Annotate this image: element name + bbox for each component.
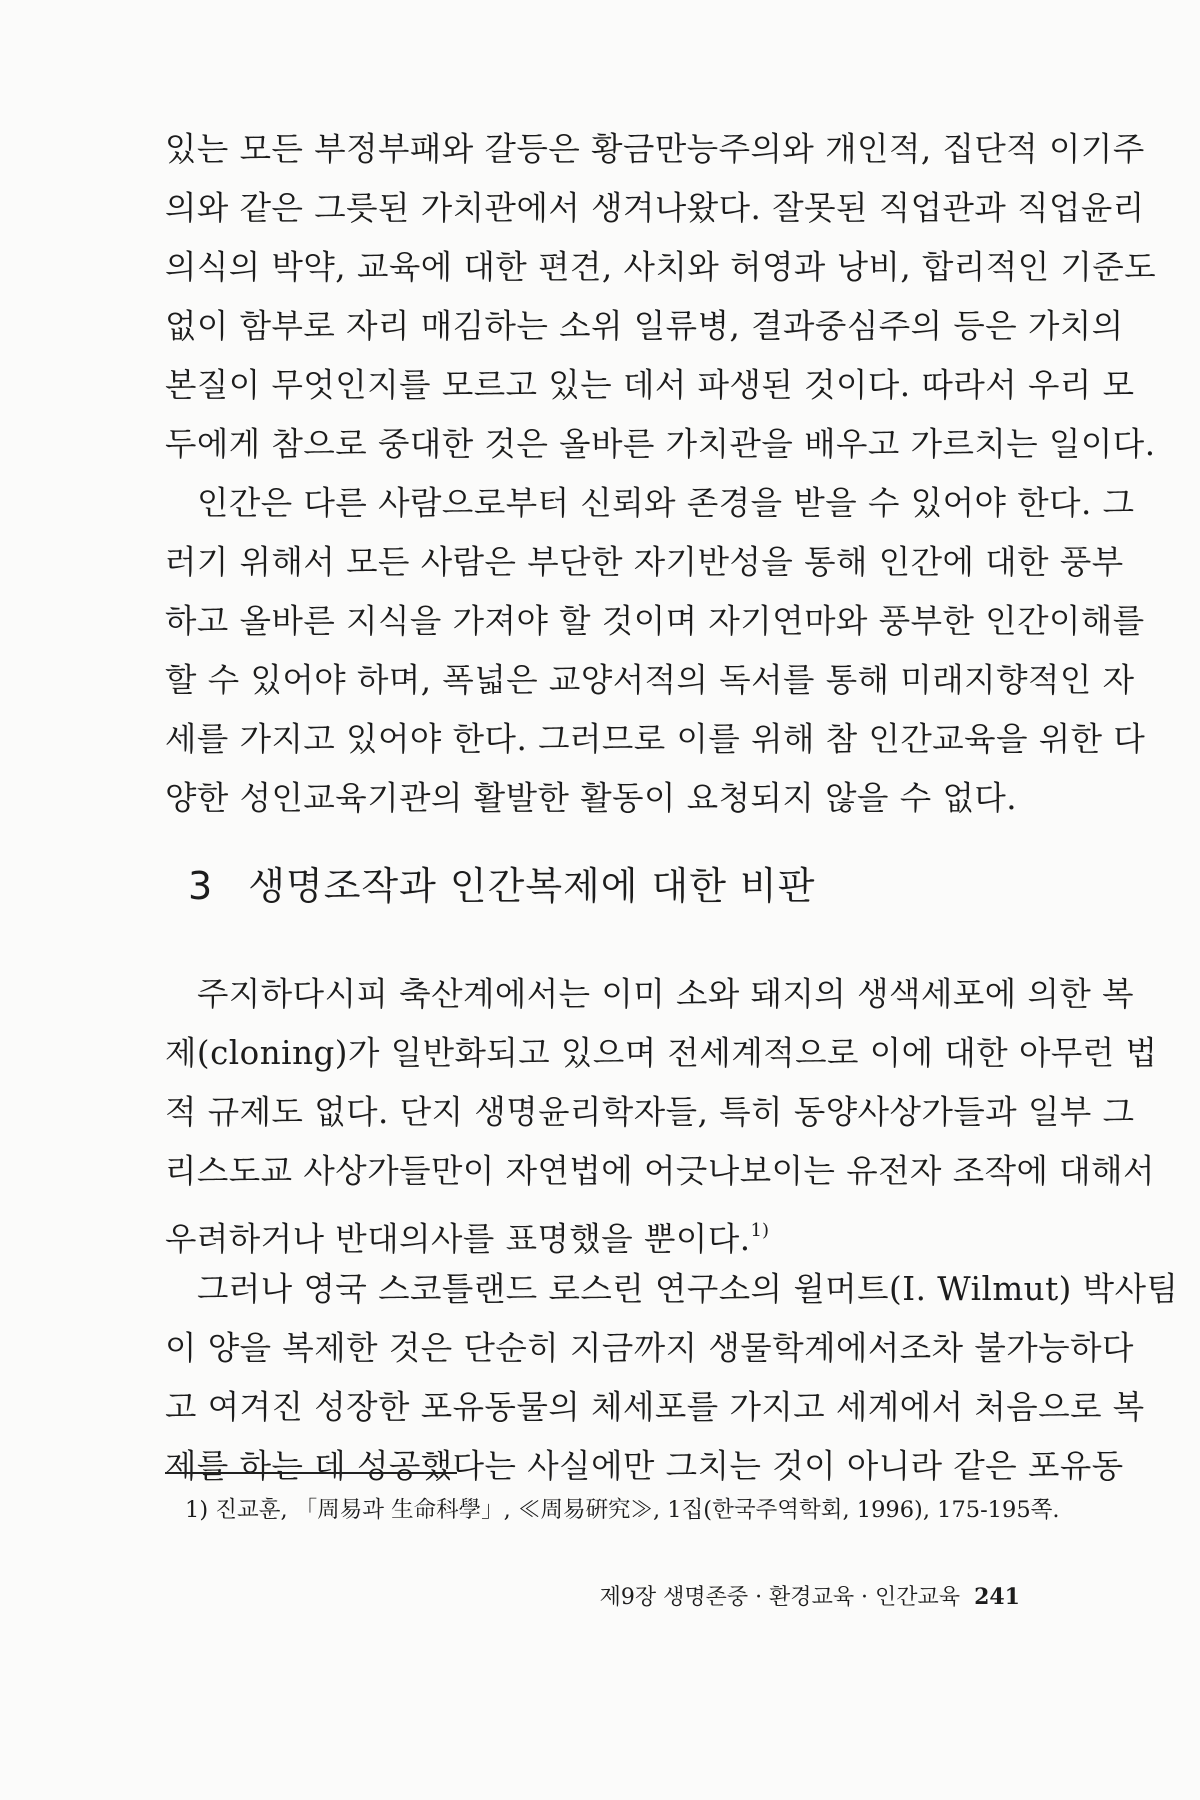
page-number: 241	[974, 1584, 1020, 1610]
text-line: 리스도교 사상가들만이 자연법에 어긋나보이는 유전자 조작에 대해서	[165, 1152, 1155, 1190]
paragraph-2	[165, 474, 1146, 828]
footnote: 1) 진교훈, 「周易과 生命科學」, ≪周易硏究≫, 1집(한국주역학회, 1996), 175-195쪽.	[185, 1497, 1060, 1523]
text-line: 양한 성인교육기관의 활발한 활동이 요청되지 않을 수 없다.	[165, 779, 1018, 817]
text-line: 할 수 있어야 하며, 폭넓은 교양서적의 독서를 통해 미래지향적인 자	[165, 661, 1135, 699]
text-line: 의와 같은 그릇된 가치관에서 생겨나왔다. 잘못된 직업관과 직업윤리	[165, 189, 1145, 227]
footnote-reference[interactable]: 1)	[750, 1220, 770, 1241]
text-line: 두에게 참으로 중대한 것은 올바른 가치관을 배우고 가르치는 일이다.	[165, 425, 1156, 463]
section-number: 3	[188, 864, 214, 908]
text-line: 적 규제도 없다. 단지 생명윤리학자들, 특히 동양사상가들과 일부 그	[165, 1093, 1135, 1131]
text-line: 이 양을 복제한 것은 단순히 지금까지 생물학계에서조차 불가능하다	[165, 1329, 1134, 1367]
text-line: 그러나 영국 스코틀랜드 로스린 연구소의 윌머트(I. Wilmut) 박사팀	[197, 1270, 1179, 1308]
text-line: 러기 위해서 모든 사람은 부단한 자기반성을 통해 인간에 대한 풍부	[165, 543, 1124, 581]
text-line: 고 여겨진 성장한 포유동물의 체세포를 가지고 세계에서 처음으로 복	[165, 1388, 1145, 1426]
text-line: 없이 함부로 자리 매김하는 소위 일류병, 결과중심주의 등은 가치의	[165, 307, 1124, 345]
text-line: 의식의 박약, 교육에 대한 편견, 사치와 허영과 낭비, 합리적인 기준도	[165, 248, 1157, 286]
footnote-divider	[165, 1472, 457, 1474]
text-line: 제를 하는 데 성공했다는 사실에만 그치는 것이 아니라 같은 포유동	[165, 1447, 1124, 1485]
chapter-title: 제9장 생명존중 · 환경교육 · 인간교육	[599, 1585, 961, 1610]
text-line: 본질이 무엇인지를 모르고 있는 데서 파생된 것이다. 따라서 우리 모	[165, 366, 1135, 404]
text-line-with-footnote	[165, 1201, 1045, 1260]
text-line: 제(cloning)가 일반화되고 있으며 전세계적으로 이에 대한 아무런 법	[165, 1034, 1158, 1072]
running-footer	[560, 1580, 1020, 1615]
section-heading	[188, 858, 815, 914]
paragraph-3	[165, 965, 1158, 1260]
section-title: 생명조작과 인간복제에 대한 비판	[248, 864, 816, 908]
text-line: 세를 가지고 있어야 한다. 그러므로 이를 위해 참 인간교육을 위한 다	[165, 720, 1146, 758]
text-line: 인간은 다른 사람으로부터 신뢰와 존경을 받을 수 있어야 한다. 그	[197, 484, 1135, 522]
text-line: 주지하다시피 축산계에서는 이미 소와 돼지의 생색세포에 의한 복	[197, 975, 1134, 1013]
text-line: 하고 올바른 지식을 가져야 할 것이며 자기연마와 풍부한 인간이해를	[165, 602, 1145, 640]
paragraph-4	[165, 1260, 1179, 1496]
text-line: 우려하거나 반대의사를 표명했을 뿐이다.	[165, 1220, 751, 1258]
text-line: 있는 모든 부정부패와 갈등은 황금만능주의와 개인적, 집단적 이기주	[165, 130, 1145, 168]
paragraph-1	[165, 120, 1157, 474]
